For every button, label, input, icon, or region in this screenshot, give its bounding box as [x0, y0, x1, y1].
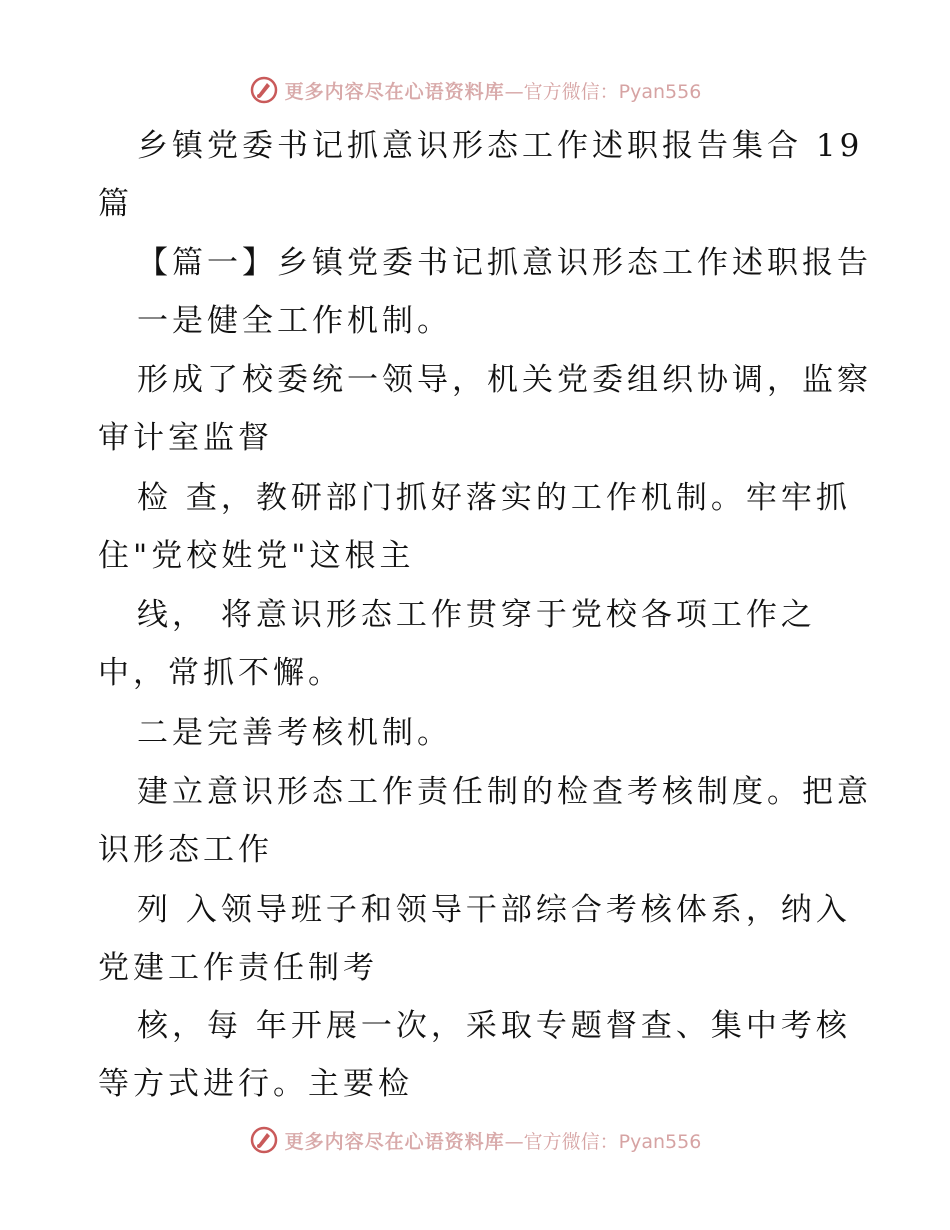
- paragraph-4-line1: 线， 将意识形态工作贯穿于党校各项工作之: [137, 597, 816, 633]
- paragraph-8-line1: 核，每 年开展一次，采取专题督查、集中考核: [137, 1008, 851, 1044]
- footer-watermark-banner: [0, 1120, 950, 1160]
- paragraph-4-line2: 中，常抓不懈。: [98, 655, 343, 691]
- watermark-contact: —官方微信：Pyan556: [504, 1130, 702, 1153]
- paragraph-7-line2: 党建工作责任制考: [98, 950, 378, 986]
- paragraph-6-line1: 建立意识形态工作责任制的检查考核制度。把意: [137, 774, 872, 810]
- document-title-line1: 乡镇党委书记抓意识形态工作述职报告集合 19: [137, 128, 864, 164]
- paragraph-3-line2: 住"党校姓党"这根主: [98, 538, 415, 574]
- watermark-contact: —官方微信：Pyan556: [504, 80, 702, 103]
- watermark-brand: 更多内容尽在心语资料库: [284, 1130, 505, 1153]
- paragraph-8-line2: 等方式进行。主要检: [98, 1066, 413, 1102]
- section-heading: 【篇一】乡镇党委书记抓意识形态工作述职报告: [137, 245, 872, 281]
- document-title-line2: 篇: [98, 186, 133, 222]
- watermark-brand: 更多内容尽在心语资料库: [284, 80, 505, 103]
- paragraph-7-line1: 列 入领导班子和领导干部综合考核体系，纳入: [137, 892, 851, 928]
- logo-icon: [249, 1125, 279, 1155]
- paragraph-6-line2: 识形态工作: [98, 832, 273, 868]
- paragraph-2-line1: 形成了校委统一领导，机关党委组织协调，监察: [137, 362, 872, 398]
- paragraph-3-line1: 检 查，教研部门抓好落实的工作机制。牢牢抓: [137, 480, 851, 516]
- paragraph-2-line2: 审计室监督: [98, 420, 273, 456]
- paragraph-1: 一是健全工作机制。: [137, 303, 452, 339]
- paragraph-5: 二是完善考核机制。: [137, 715, 452, 751]
